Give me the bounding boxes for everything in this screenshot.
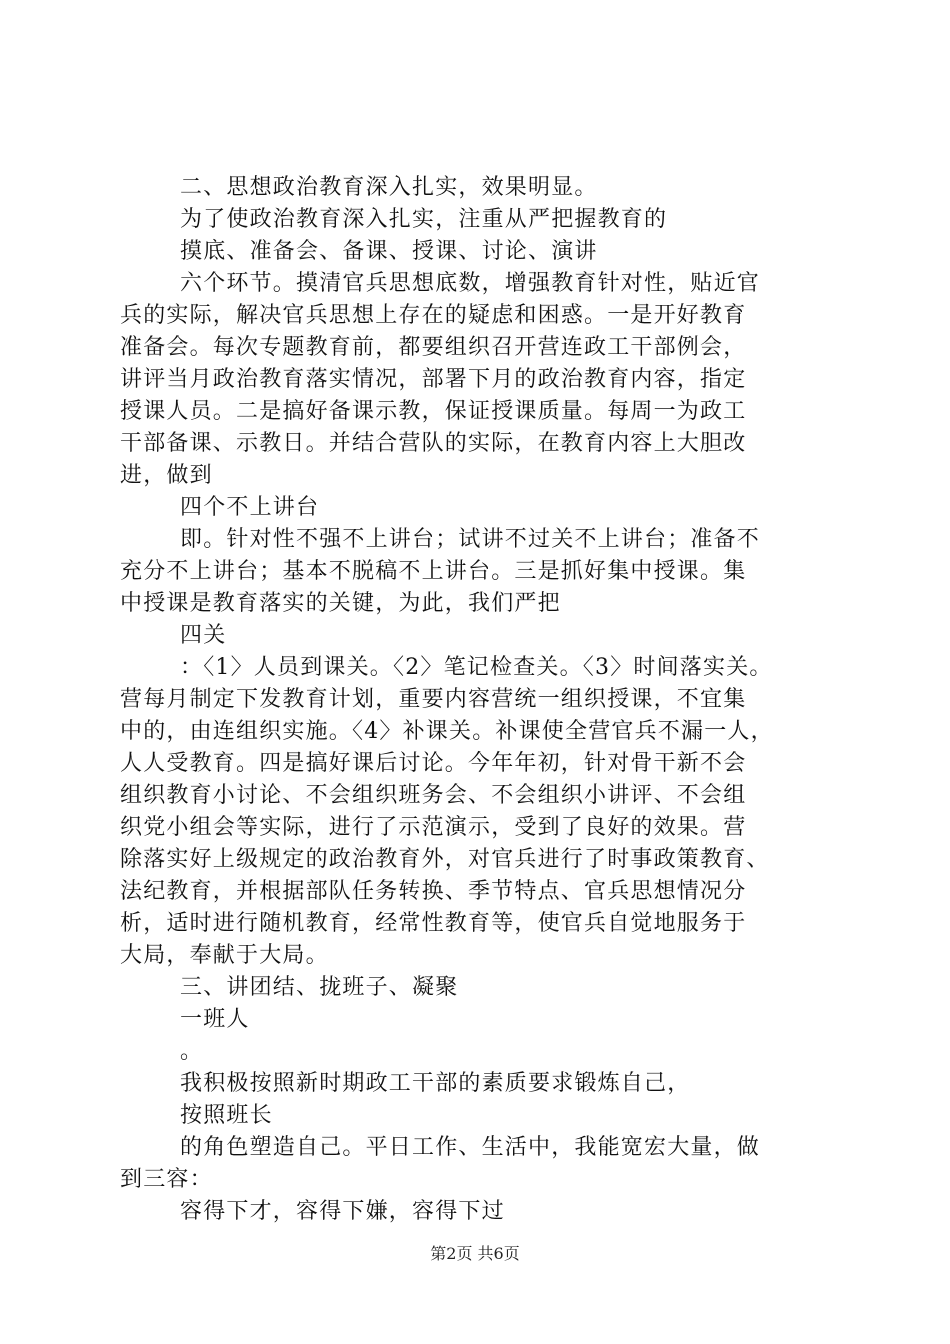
paragraph-line: 授课人员。二是搞好备课示教，保证授课质量。每周一为政工 xyxy=(120,399,747,424)
paragraph-line: 一班人 xyxy=(180,1007,250,1032)
paragraph-line: 按照班长 xyxy=(180,1103,273,1128)
paragraph-line: 营每月制定下发教育计划，重要内容营统一组织授课，不宜集 xyxy=(120,687,747,712)
paragraph-line: 除落实好上级规定的政治教育外，对官兵进行了时事政策教育、 xyxy=(120,847,770,872)
paragraph-line: 即。针对性不强不上讲台；试讲不过关不上讲台；准备不 xyxy=(180,527,761,552)
paragraph-line: 进，做到 xyxy=(120,463,213,488)
paragraph-line: ：〈1〉人员到课关。〈2〉笔记检查关。〈3〉时间落实关。 xyxy=(180,655,773,680)
page-footer xyxy=(0,1244,950,1264)
paragraph-line: 干部备课、示教日。并结合营队的实际，在教育内容上大胆改 xyxy=(120,431,747,456)
document-body xyxy=(120,172,840,1228)
paragraph-line: 到三容： xyxy=(120,1167,213,1192)
paragraph-line: 组织教育小讨论、不会组织班务会、不会组织小讲评、不会组 xyxy=(120,783,747,808)
paragraph-line: 充分不上讲台；基本不脱稿不上讲台。三是抓好集中授课。集 xyxy=(120,559,747,584)
paragraph-line: 四关 xyxy=(180,623,227,648)
paragraph-line: 准备会。每次专题教育前，都要组织召开营连政工干部例会， xyxy=(120,335,747,360)
paragraph-line: 析，适时进行随机教育，经常性教育等，使官兵自觉地服务于 xyxy=(120,911,747,936)
paragraph-line: 中授课是教育落实的关键，为此，我们严把 xyxy=(120,591,561,616)
paragraph-line: 摸底、准备会、备课、授课、讨论、演讲 xyxy=(180,239,598,264)
section-heading: 二、思想政治教育深入扎实，效果明显。 xyxy=(180,175,598,200)
paragraph-line: 四个不上讲台 xyxy=(180,495,320,520)
paragraph-line: 人人受教育。四是搞好课后讨论。今年年初，针对骨干新不会 xyxy=(120,751,747,776)
paragraph-line: 。 xyxy=(180,1039,204,1064)
paragraph-line: 法纪教育，并根据部队任务转换、季节特点、官兵思想情况分 xyxy=(120,879,747,904)
paragraph-line: 兵的实际，解决官兵思想上存在的疑虑和困惑。一是开好教育 xyxy=(120,303,747,328)
paragraph-line: 我积极按照新时期政工干部的素质要求锻炼自己， xyxy=(180,1071,691,1096)
page-number: 第2页 共6页 xyxy=(430,1244,520,1263)
paragraph-line: 讲评当月政治教育落实情况，部署下月的政治教育内容，指定 xyxy=(120,367,747,392)
paragraph-line: 六个环节。摸清官兵思想底数，增强教育针对性，贴近官 xyxy=(180,271,761,296)
paragraph-line: 容得下才，容得下嫌，容得下过 xyxy=(180,1199,505,1224)
paragraph-line: 为了使政治教育深入扎实，注重从严把握教育的 xyxy=(180,207,668,232)
section-heading: 三、讲团结、拢班子、凝聚 xyxy=(180,975,459,1000)
paragraph-line: 大局，奉献于大局。 xyxy=(120,943,329,968)
paragraph-line: 的角色塑造自己。平日工作、生活中，我能宽宏大量，做 xyxy=(180,1135,761,1160)
paragraph-line: 织党小组会等实际，进行了示范演示，受到了良好的效果。营 xyxy=(120,815,747,840)
paragraph-line: 中的，由连组织实施。〈4〉补课关。补课使全营官兵不漏一人， xyxy=(120,719,774,744)
